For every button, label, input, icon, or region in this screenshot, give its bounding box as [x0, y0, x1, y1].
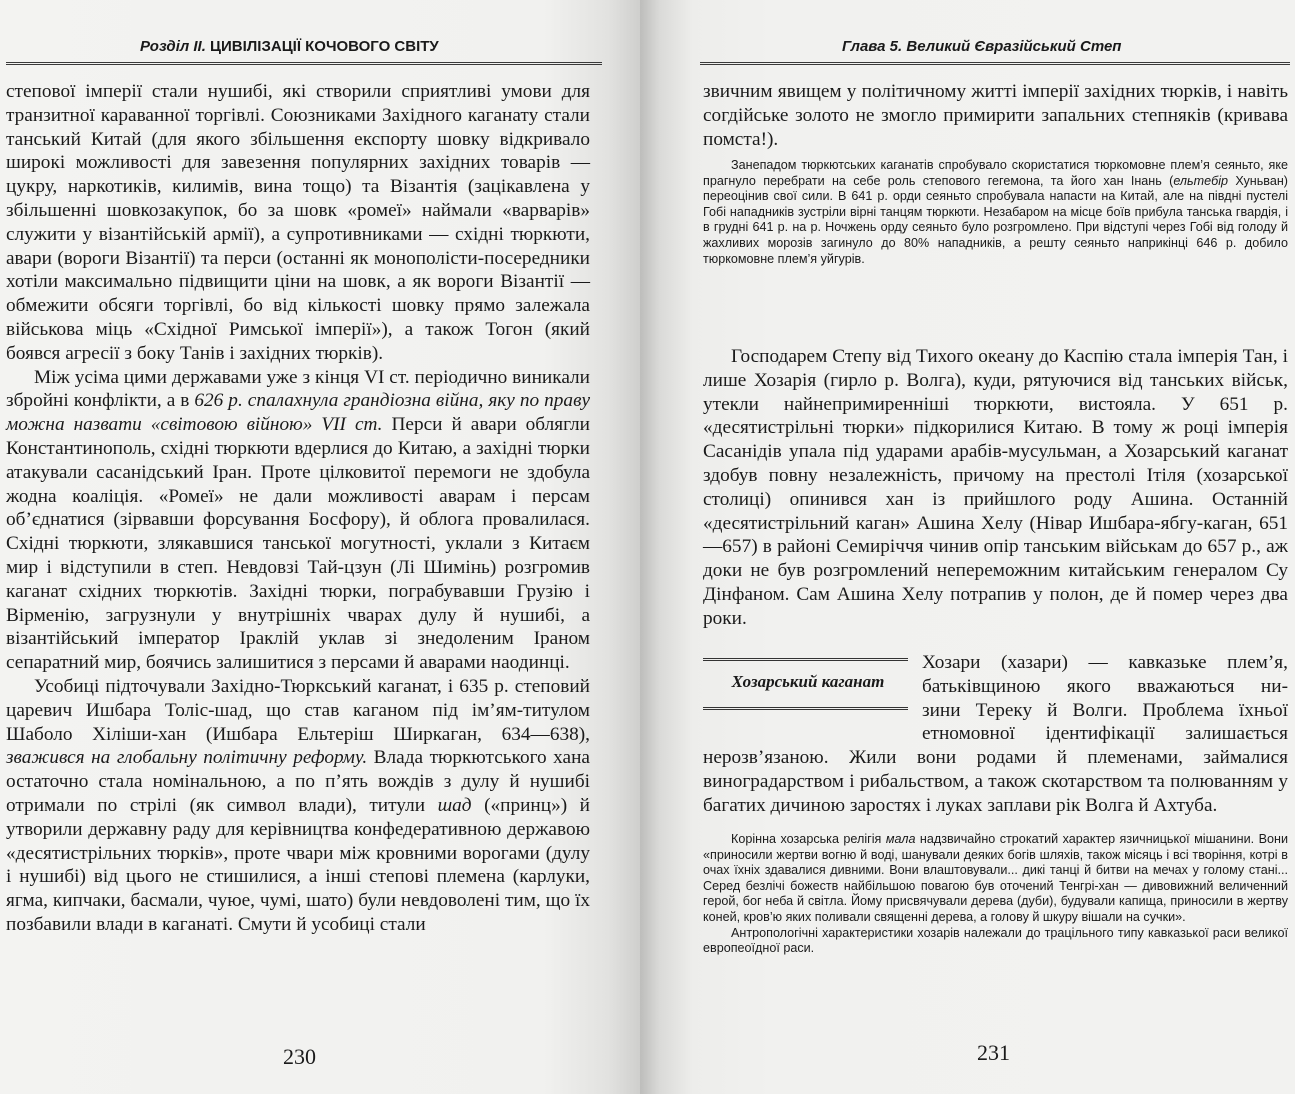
paragraph-2	[6, 366, 590, 675]
section-heading-box	[703, 654, 913, 714]
paragraph-3	[6, 675, 590, 937]
small-1-end: Хуньван) переоцінив свої сили. В 641 р. орди сеяньто спробувала напасти на Китай, але на півдні пустелі Гобі нападників зустріли вірні танцям тюркюти. Незабаром на місце боїв прибула танська гвардія, і в грудні 641 р. на р. Ночжень орду сеяньто було розгромлено. При відступі через Гобі від голоду й жахливих морозів загинуло до 80% нападників, а решту сеяньто наприкінці 646 р. добило тюркомовне плем’я уйгурів.	[703, 173, 1289, 266]
paragraph-1: степової імперії стали нушибі, які створили сприятливі умови для транзитної караванної торгівлі. Союзниками Західного каганату стали танський Китай (для якого збільшення експорту шовку відкривало широкі можливості для завезення популярних західних товарів — цукру, наркотиків, килимів, вина тощо) та Візантія (зацікавлена у збільшенні шовкозакупок, бо за шовк «ромеї» наймали «варварів» служити у візантійській армії), а супротивниками — східні тюркюти, авари (вороги Візантії) та перси (останні як монополісти-посередники хотіли максимально підвищити ціни на шовк, а як вороги Візантії — обмежити обсяги торгівлі, бо від кількості шовку прямо залежала військова міць «Східної Римської імперії»), а також Тогон (який боявся агресії з боку Танів і західних тюрків).	[6, 81, 590, 364]
paragraph-3-italic2: шад	[437, 794, 472, 816]
small-block-1	[703, 158, 1288, 267]
body-block-2	[703, 345, 1288, 631]
paragraph-3-italic: зважився на глобальну політичну реформу.	[6, 747, 368, 769]
left-body-text	[6, 80, 590, 937]
running-head-left	[140, 38, 600, 64]
paragraph-3-start: Усобиці підточували Західно-Тюркський каганат, і 635 р. степовий царевич Ишбара Толіс-шад, що став каганом під ім’ям-титулом Шаболо Хіліши-хан (Ишбара Ельтеріш Ширкаган, 634—638),	[6, 675, 590, 745]
section-rule-bottom	[703, 707, 908, 710]
running-head-right	[842, 38, 1272, 64]
running-head-part: Розділ II.	[140, 38, 206, 55]
left-page	[0, 0, 640, 1094]
side-line-4: етномовної ідентифікації залишається	[922, 723, 1288, 745]
running-head-title: ЦИВІЛІЗАЦІЇ КОЧОВОГО СВІТУ	[210, 38, 439, 55]
right-page	[640, 0, 1295, 1094]
section-title: Хозарський каганат	[731, 672, 885, 691]
paragraph-3-end: («принц») й утворили державну раду для керівництва конфедеративною державою «десятистрільних тюрків», проте чвари між кровними ворогами (дулу і нушибі) від цього не стишилися, а інші степові племена (карлуки, ягма, кипчаки, басмали, чуюе, чумі, шато) були невдоволені тим, що їх позбавили влади в каганаті. Смути й усобиці стали	[6, 794, 591, 935]
paragraph-3-mid: Влада тюркютського хана остаточно стала номінальною, а по п’ять вождів з дулу й нушибі отримали по стрілі (як символ влади), титули	[6, 747, 590, 816]
page-number-left: 230	[283, 1044, 316, 1069]
small-2-end: надзвичайно строкатий характер язичницької мішанини. Вони «приносили жертви вогню й воді, шанували деяких богів шляхів, також місяць і всі творіння, котрі в очах їхніх здавалися дивними. Вони влаштовували... дикі танці й битви на мечах у голому стані... Серед безлічі божеств найбільшою повагою був оточений Тенгрі-хан — дивовижний величенний герой, бог неба й світла. Йому присвячували дерева (дуби), будували капища, приносили в жертву коней, кров’ю яких поливали священні дерева, а голову й шкуру вішали на сучки».	[703, 832, 1289, 924]
section-continuation	[703, 746, 1288, 817]
header-rule-left	[6, 62, 602, 65]
paragraph-2-start: Між усіма цими державами уже з кінця VI ст. періодично виникали збройні конфлікти, а в	[6, 366, 590, 412]
side-line-1: Хозари (хазари) — кавказьке плем’я,	[922, 652, 1288, 673]
small-paragraph-1	[703, 158, 1288, 267]
running-head-part: Глава 5.	[842, 38, 903, 55]
small-1-start: Занепадом тюркютських каганатів спробувало скористатися тюркомовне плем’я сеяньто, яке прагнуло перебрати на себе роль степового гегемона, та його хан Інань (	[703, 158, 1288, 188]
small-2-start: Корінна хозарська релігія	[731, 832, 886, 846]
intro-text	[703, 80, 1288, 151]
paragraph-2-end: Перси й авари облягли Константинополь, східні тюркюти вдерлися до Китаю, а західні тюрки атакували сасанідський Іран. Проте цілковитої перемоги не здобула жодна коаліція. «Ромеї» не дали можливості аварам і персам об’єднатися (зірвавши форсування Босфору), й облога провалилася. Східні тюркюти, злякавшися танської могутності, уклали з Китаєм мир і відступили в степ. Невдовзі Тай-цзун (Лі Шимінь) розгромив каганат східних тюркютів. Західні тюрки, пограбувавши Грузію і Вірменію, загрузнули у внутрішніх чварах дулу й нушибі, а візантійський імператор Іраклій уклав зі знедоленим Іраном сепаратний мир, боячись залишитися з персами й аварами наодинці.	[6, 414, 590, 674]
small-block-2	[703, 832, 1288, 957]
running-head-title: Великий Євразійський Степ	[906, 38, 1122, 55]
side-line-3: зини Тереку й Волги. Проблема їхньої	[922, 699, 1288, 721]
section-side-text	[922, 651, 1288, 746]
paragraph-tang: Господарем Степу від Тихого океану до Каспію стала імперія Тан, і лише Хозарія (гирло р. Волга), куди, рятуючися від танських військ, утекли найнепримиренніші тюркюти, вистояла. У 651 р. «десятистрільні тюрки» підкорилися Китаю. В тому ж році імперія Сасанідів упала під ударами арабів-мусульман, а Хозарський каганат здобув повну незалежність, причому на престолі Ітіля (хозарської столиці) опинився хан із прийшлого роду Ашина. Останній «десятистрільний каган» Ашина Хелу (Нівар Ишбара-ябгу-каган, 651—657) в районі Семиріччя чинив опір танським військам до 657 р., аж доки не був розгромлений непереможним китайським генералом Су Дінфаном. Сам Ашина Хелу потрапив у полон, де й помер через два роки.	[703, 346, 1288, 629]
small-paragraph-3: Антропологічні характеристики хозарів належали до трацільного типу кавказької раси великої европеоїдної раси.	[703, 925, 1288, 956]
header-rule-right	[700, 62, 1290, 65]
page-number-right: 231	[977, 1040, 1010, 1065]
intro-paragraph: звичним явищем у політичному житті імперії західних тюрків, і навіть согдійське золото не змогло примирити запальних степняків (кривава помста!).	[703, 81, 1288, 150]
khazar-paragraph: нерозв’язаною. Жили вони родами й племенами, займалися виноградарством і рибальством, а також скотарством та полюванням у багатих дичиною заростях і луках заплави рік Волга й Ахтуба.	[703, 747, 1288, 816]
small-paragraph-2	[703, 832, 1288, 926]
side-line-2: батьківщиною якого вважаються ни-	[922, 675, 1288, 697]
small-1-italic: ельтебір	[1173, 173, 1229, 188]
small-2-italic: мала	[885, 832, 916, 846]
section-rule-top	[703, 658, 908, 661]
paragraph-2-italic: 626 р. спалахнула грандіозна війна, яку по праву можна назвати «світовою війною» VII ст.	[6, 390, 590, 436]
